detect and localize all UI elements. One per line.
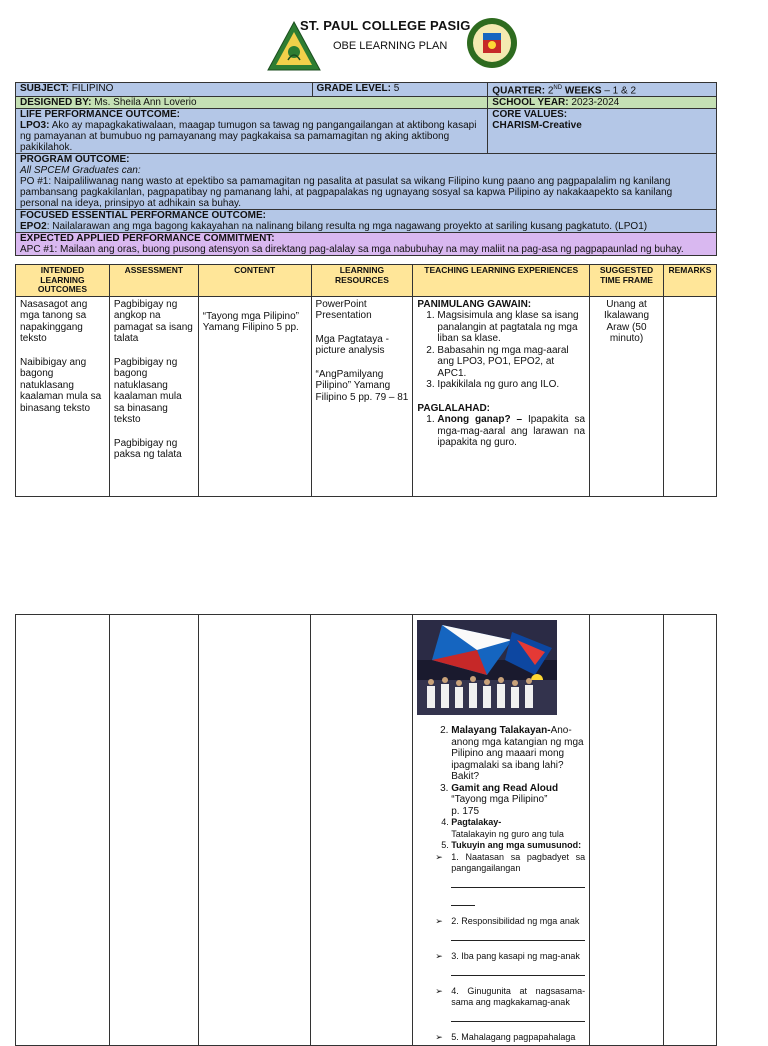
designer-cell bbox=[16, 97, 488, 109]
tle-item-page: p. 175 bbox=[451, 805, 480, 817]
quarter-sup: ND bbox=[553, 85, 563, 91]
designer-value: Ms. Sheila Ann Loverio bbox=[94, 97, 197, 109]
ilo-cell bbox=[16, 615, 110, 1046]
program-outcome-intro: All SPCEM Graduates can: bbox=[20, 165, 141, 177]
fepo-cell bbox=[16, 210, 717, 233]
tle-item-bold: 4. Pagtalakay- bbox=[451, 817, 502, 827]
arrow-list-item bbox=[435, 916, 585, 945]
tle-item bbox=[437, 414, 585, 449]
assessment-cell bbox=[109, 296, 198, 496]
tle-heading-paglalahad: PAGLALAHAD: bbox=[417, 402, 491, 414]
fepo-label: FOCUSED ESSENTIAL PERFORMANCE OUTCOME: bbox=[20, 210, 266, 222]
tle-item bbox=[451, 840, 585, 852]
school-name: ST. PAUL COLLEGE PASIG bbox=[300, 18, 471, 33]
assessment-item: Pagbibigay ng paksa ng talata bbox=[113, 437, 182, 460]
ilo-item: Nasasagot ang mga tanong sa napakinggang teksto bbox=[20, 298, 88, 344]
resource-item: Mga Pagtataya - picture analysis bbox=[315, 333, 389, 356]
resources-cell bbox=[311, 615, 413, 1046]
tle-item-text: “Tayong mga Pilipino” bbox=[451, 794, 548, 805]
col-header-assessment: ASSESSMENT bbox=[109, 265, 198, 297]
program-outcome-cell bbox=[16, 154, 717, 210]
info-table bbox=[15, 82, 717, 256]
school-year-value: 2023-2024 bbox=[571, 97, 620, 109]
designer-label: DESIGNED BY: bbox=[20, 97, 92, 109]
arrow-list-item bbox=[435, 986, 585, 1026]
content-cell bbox=[198, 296, 311, 496]
document-title: OBE LEARNING PLAN bbox=[333, 40, 448, 52]
program-outcome-text: PO #1: Naipaliliwanag nang wasto at epektibo sa pamamagitan ng pasalita at pasulat sa wikang Filipino kung paano ang pagpapalalim ng kanilang pambansang pagkakilanlan, pagpapatibay ng pamanang lahi, at pagpapalakas ng ugnayang sosyal sa kapwa Pilipino ay nakakaapekto sa kanilang personal na ideya, prinsipyo at adhikain sa buhay. bbox=[20, 176, 673, 210]
weeks-value: – 1 & 2 bbox=[604, 85, 637, 97]
arrow-list-item bbox=[435, 1032, 585, 1043]
tle-heading-panimula: PANIMULANG GAWAIN: bbox=[417, 298, 532, 310]
lpo-label: LIFE PERFORMANCE OUTCOME: bbox=[20, 109, 180, 121]
ilo-item: Naibibigay ang bagong natuklasang kaalaman mula sa binasang teksto bbox=[20, 356, 102, 414]
col-header-time: SUGGESTED TIME FRAME bbox=[590, 265, 664, 297]
answer-blank[interactable] bbox=[451, 927, 585, 941]
resources-cell bbox=[311, 296, 413, 496]
eapc-label: EXPECTED APPLIED PERFORMANCE COMMITMENT: bbox=[20, 233, 275, 245]
answer-blank[interactable] bbox=[451, 892, 475, 906]
answer-blank[interactable] bbox=[451, 1008, 585, 1022]
learning-plan-table bbox=[15, 264, 717, 497]
subject-label: SUBJECT: bbox=[20, 83, 69, 94]
tle-item-bold: Tukuyin ang mga sumusunod: bbox=[451, 840, 582, 850]
core-values-cell bbox=[488, 109, 717, 154]
quarter-label: QUARTER: bbox=[492, 85, 546, 97]
tle-item-text: Ano-anong mga katangian ng mga Pilipino ang maaari mong ipagmalaki sa ibang lahi? Bakit? bbox=[451, 725, 584, 782]
tle-item-bold: Malayang Talakayan- bbox=[451, 725, 551, 736]
arrow-bullet-icon: ➢ bbox=[435, 950, 443, 961]
lpo-code: LPO3: bbox=[20, 120, 50, 132]
arrow-list-item bbox=[435, 951, 585, 980]
arrow-item-text: 3. Iba pang kasapi ng mag-anak bbox=[451, 950, 580, 961]
school-year-cell bbox=[488, 97, 717, 109]
filipino-athletes-photo bbox=[417, 620, 557, 715]
quarter-value: 2 bbox=[547, 85, 554, 97]
ilo-cell bbox=[16, 296, 110, 496]
tle-item: 1. Magsisimula ang klase sa isang panalangin at pagtatala ng mga liban sa klase. bbox=[437, 310, 585, 345]
col-header-content: CONTENT bbox=[198, 265, 311, 297]
eapc-cell bbox=[16, 233, 717, 256]
fepo-text: : Nailalarawan ang mga bagong kakayahan na nalinang bilang resulta ng mga nagawang proyekto at sariling kusang pagkatuto. (LPO1) bbox=[46, 221, 648, 233]
tle-item: 3. Ipakikilala ng guro ang ILO. bbox=[437, 379, 585, 391]
core-values-value: CHARISM-Creative bbox=[492, 120, 582, 132]
tle-item bbox=[451, 725, 585, 783]
lpo-text: Ako ay mapagkakatiwalaan, maagap tumugon sa tawag ng pangangailangan at aktibong kasapi ng pamayanan at bumubuo ng pamayanang may pagkakaisa sa pamamagitan ng aking aktibong pakikilahok. bbox=[20, 120, 477, 154]
arrow-bullet-icon: ➢ bbox=[435, 985, 443, 996]
tle-cell bbox=[413, 615, 590, 1046]
lpo-cell bbox=[16, 109, 488, 154]
time-frame-cell bbox=[590, 296, 664, 496]
remarks-cell bbox=[664, 615, 717, 1046]
col-header-remarks: REMARKS bbox=[663, 265, 716, 297]
fepo-code: EPO2 bbox=[20, 221, 47, 233]
tle-item-bold: Anong ganap? – bbox=[437, 414, 523, 425]
weeks-label: WEEKS bbox=[564, 85, 602, 97]
col-header-ilo: INTENDED LEARNING OUTCOMES bbox=[16, 265, 110, 297]
time-frame-text: Unang at Ikalawang Araw (50 minuto) bbox=[604, 298, 650, 344]
subject-value: FILIPINO bbox=[71, 83, 114, 94]
subject-cell bbox=[16, 83, 313, 97]
col-header-tle: TEACHING LEARNING EXPERIENCES bbox=[413, 265, 590, 297]
quarter-cell bbox=[488, 83, 717, 97]
tle-cell bbox=[413, 296, 590, 496]
content-cell bbox=[198, 615, 311, 1046]
grade-value: 5 bbox=[393, 83, 400, 94]
tle-item bbox=[451, 783, 585, 818]
col-header-resources: LEARNING RESOURCES bbox=[311, 265, 413, 297]
school-seal bbox=[466, 14, 518, 72]
arrow-item-text: 5. Mahalagang pagpapahalaga bbox=[451, 1031, 576, 1042]
arrow-bullet-icon: ➢ bbox=[435, 1031, 443, 1042]
resource-item: “AngPamilyang Pilipino” Yamang Filipino 5 pp. 79 – 81 bbox=[315, 368, 409, 403]
arrow-item-text: 1. Naatasan sa pagbadyet sa pangangailangan bbox=[451, 851, 586, 873]
grade-cell bbox=[312, 83, 488, 97]
assessment-item: Pagbibigay ng bagong natuklasang kaalaman mula sa binasang teksto bbox=[113, 356, 182, 425]
content-text: “Tayong mga Pilipino” Yamang Filipino 5 pp. bbox=[202, 310, 299, 333]
resource-item: PowerPoint Presentation bbox=[315, 298, 372, 321]
arrow-item-text: 4. Ginugunita at nagsasama-sama ang magkakamag-anak bbox=[451, 985, 586, 1007]
learning-plan-table-page2 bbox=[15, 614, 717, 1046]
tle-item bbox=[451, 817, 585, 840]
eapc-text: APC #1: Mailaan ang oras, buong pusong atensyon sa direktang pag-alalay sa mga nabubuhay na may maliit na pag-asa ng pagpapaunlad ng buhay. bbox=[20, 244, 684, 256]
time-frame-cell bbox=[590, 615, 664, 1046]
tle-item-text: Ipapakita sa mga-mag-aaral ang larawan na ipapakita ng guro. bbox=[437, 414, 586, 448]
tle-item-bold: 3. Gamit ang Read Aloud bbox=[451, 782, 559, 794]
school-year-label: SCHOOL YEAR: bbox=[492, 97, 569, 109]
arrow-bullet-icon: ➢ bbox=[435, 915, 443, 926]
tle-item-text: Tatalakayin ng guro ang tula bbox=[451, 828, 564, 839]
core-values-label: CORE VALUES: bbox=[492, 109, 568, 121]
tle-item: 2. Babasahin ng mga mag-aaral ang LPO3, PO1, EPO2, at APC1. bbox=[437, 345, 585, 380]
answer-blank[interactable] bbox=[451, 962, 585, 976]
remarks-cell bbox=[663, 296, 716, 496]
program-outcome-label: PROGRAM OUTCOME: bbox=[20, 154, 130, 166]
grade-label: GRADE LEVEL: bbox=[316, 83, 391, 94]
arrow-list-item bbox=[435, 852, 585, 910]
arrow-item-text: 2. Responsibilidad ng mga anak bbox=[451, 915, 580, 926]
assessment-cell bbox=[109, 615, 198, 1046]
assessment-item: Pagbibigay ng angkop na pamagat sa isang talata bbox=[113, 298, 193, 344]
arrow-bullet-icon: ➢ bbox=[435, 851, 443, 862]
answer-blank[interactable] bbox=[451, 874, 585, 888]
